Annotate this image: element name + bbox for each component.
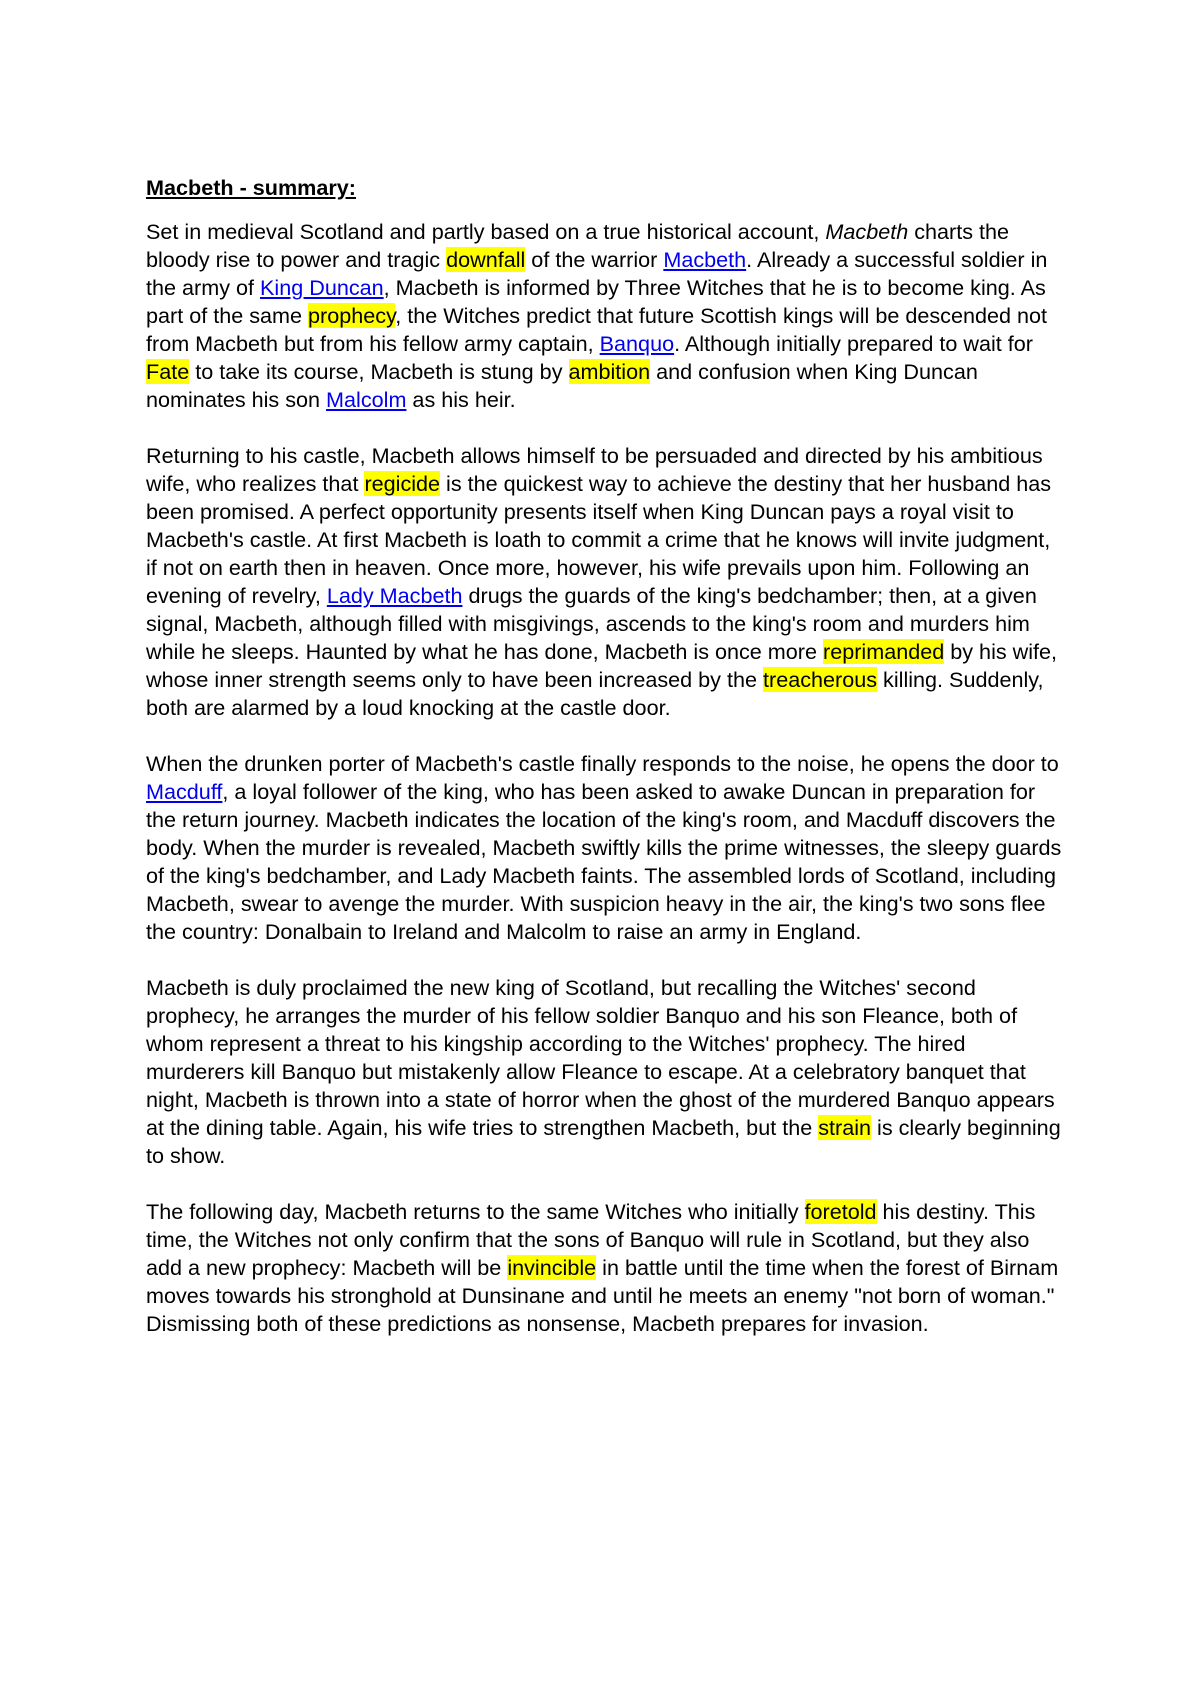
text-run: When the drunken porter of Macbeth's castle finally responds to the noise, he opens the door to (146, 751, 1059, 776)
text-run: Returning to his castle, Macbeth allows himself to be persuaded and directed by his ambitious wife, who realizes that (146, 443, 1043, 496)
link-banquo[interactable]: Banquo (599, 331, 675, 356)
italic-title-macbeth: Macbeth (825, 219, 909, 244)
highlight-prophecy: prophecy (308, 303, 396, 328)
text-run: , Macbeth is informed by Three Witches that he is to become king. As part of the same (146, 275, 1046, 328)
text-run: is clearly beginning to show. (146, 1115, 1061, 1168)
text-run: to take its course, Macbeth is stung by (189, 359, 569, 384)
text-run: killing. Suddenly, both are alarmed by a loud knocking at the castle door. (146, 667, 1044, 720)
link-malcolm[interactable]: Malcolm (326, 387, 407, 412)
text-run: , a loyal follower of the king, who has been asked to awake Duncan in preparation for the return journey. Macbeth indicates the location of the king's room, and Macduff discovers the body. When the murder is revealed, Macbeth swiftly kills the prime witnesses, the sleepy guards of the king's bedchamber, and Lady Macbeth faints. The assembled lords of Scotland, including Macbeth, swear to avenge the murder. With suspicion heavy in the air, the king's two sons flee the country: Donalbain to Ireland and Malcolm to raise an army in England. (146, 779, 1062, 944)
document-page (146, 174, 1066, 1366)
text-run: and confusion when King Duncan nominates his son (146, 359, 978, 412)
text-run: in battle until the time when the forest of Birnam moves towards his stronghold at Dunsinane and until he meets an enemy "not born of woman." Dismissing both of these predictions as nonsense, Macbeth prepares for invasion. (146, 1255, 1059, 1336)
highlight-foretold: foretold (804, 1199, 877, 1224)
paragraph-2 (146, 442, 1066, 722)
highlight-invincible: invincible (507, 1255, 597, 1280)
text-run: drugs the guards of the king's bedchamber; then, at a given signal, Macbeth, although filled with misgivings, ascends to the king's room and murders him while he sleeps. Haunted by what he has done, Macbeth is once more (146, 583, 1037, 664)
text-run: is the quickest way to achieve the destiny that her husband has been promised. A perfect opportunity presents itself when King Duncan pays a royal visit to Macbeth's castle. At first Macbeth is loath to commit a crime that he knows will invite judgment, if not on earth then in heaven. Once more, however, his wife prevails upon him. Following an evening of revelry, (146, 471, 1052, 608)
paragraph-5 (146, 1198, 1066, 1338)
highlight-regicide: regicide (364, 471, 441, 496)
text-run: Macbeth is duly proclaimed the new king of Scotland, but recalling the Witches' second prophecy, he arranges the murder of his fellow soldier Banquo and his son Fleance, both of whom represent a threat to his kingship according to the Witches' prophecy. The hired murderers kill Banquo but mistakenly allow Fleance to escape. At a celebratory banquet that night, Macbeth is thrown into a state of horror when the ghost of the murdered Banquo appears at the dining table. Again, his wife tries to strengthen Macbeth, but the (146, 975, 1055, 1140)
highlight-strain: strain (818, 1115, 872, 1140)
highlight-downfall: downfall (446, 247, 526, 272)
highlight-treacherous: treacherous (763, 667, 878, 692)
link-king-duncan[interactable]: King Duncan (260, 275, 384, 300)
highlight-ambition: ambition (568, 359, 651, 384)
paragraph-1 (146, 218, 1066, 414)
text-run: by his wife, whose inner strength seems only to have been increased by the (146, 639, 1058, 692)
paragraph-4 (146, 974, 1066, 1170)
highlight-reprimanded: reprimanded (823, 639, 945, 664)
text-run: as his heir. (406, 387, 516, 412)
text-run: Set in medieval Scotland and partly based on a true historical account, (146, 219, 826, 244)
text-run: . Already a successful soldier in the army of (146, 247, 1048, 300)
text-run: of the warrior (525, 247, 664, 272)
link-lady-macbeth[interactable]: Lady Macbeth (326, 583, 463, 608)
text-run: . Although initially prepared to wait for (674, 331, 1033, 356)
link-macduff[interactable]: Macduff (146, 779, 223, 804)
link-macbeth[interactable]: Macbeth (663, 247, 747, 272)
text-run: charts the bloody rise to power and tragic (146, 219, 1010, 272)
paragraph-3 (146, 750, 1066, 946)
document-title: Macbeth - summary: (146, 175, 356, 200)
text-run: The following day, Macbeth returns to the same Witches who initially (146, 1199, 805, 1224)
highlight-fate: Fate (146, 359, 190, 384)
text-run: , the Witches predict that future Scottish kings will be descended not from Macbeth but from his fellow army captain, (146, 303, 1048, 356)
text-run: his destiny. This time, the Witches not only confirm that the sons of Banquo will rule in Scotland, but they also add a new prophecy: Macbeth will be (146, 1199, 1036, 1280)
